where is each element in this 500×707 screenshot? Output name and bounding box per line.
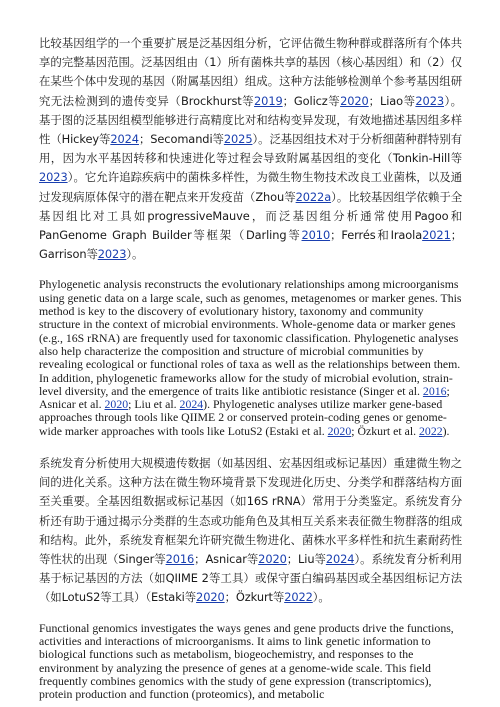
citation-year-link[interactable]: 2023 (39, 170, 68, 185)
text-run: ；Garrison等 (39, 228, 463, 262)
citation-year-link[interactable]: 2024 (325, 552, 355, 567)
citation-year-link[interactable]: 2010 (301, 228, 331, 243)
text-run: ；Asnicar等 (194, 552, 259, 567)
citation-year-link[interactable]: 2020 (340, 93, 369, 108)
paragraph-pangenome-zh (39, 34, 462, 264)
citation-year-link[interactable]: 2016 (165, 552, 195, 567)
text-run: ；Secomandi等 (138, 132, 224, 147)
text-run: 比较基因组学的一个重要扩展是泛基因组分析，它评估微生物种群或群落所有个体共享的完整基因范围。泛基因组由（1）所有菌株共享的基因（核心基因组）和（2）仅在某些个体中发现的基因（附属基因组）组成。这种方法能够检测单个参考基因组研究无法检测到的遗传变异（Brockhurst等 (39, 36, 462, 108)
text-run: ；Ferrés和Iraola (330, 228, 423, 243)
text-run: Functional genomics investigates the ways genes and gene products drive the functions, activities and interactions of microorganisms. It aims to link genetic information to biological functions such as metabolism, biogeochemistry, and responses to the environment by analyzing the presence of genes at a genome-wide scale. This field frequently combines genomics with the study of gene expression (transcriptomics), protein production and function (proteomics), and metabolic (39, 620, 454, 702)
citation-year-link[interactable]: 2020 (327, 423, 352, 438)
paragraph-functional-genomics-en (39, 622, 462, 702)
text-run: ）。比较基因组学依赖于全基因组比对工具如progressiveMauve，而泛基因组分析通常使用Pagoo和PanGenome Graph Builder等框架（Darling等 (39, 189, 462, 243)
citation-year-link[interactable]: 2022 (419, 423, 443, 438)
text-run: ; Özkurt et al. (351, 423, 420, 438)
text-run: ）。 (312, 590, 330, 605)
text-run: ）。 (126, 247, 144, 262)
text-run: ）。泛基因组技术对于分析细菌种群特别有用，因为水平基因转移和快速进化等过程会导致附属基因组的变化（Tonkin-Hill等 (39, 132, 462, 166)
citation-year-link[interactable]: 2021 (422, 228, 451, 243)
citation-year-link[interactable]: 2024 (179, 397, 204, 412)
citation-year-link[interactable]: 2022a (295, 189, 332, 204)
paragraph-phylogenetic-en (39, 278, 462, 438)
citation-year-link[interactable]: 2025 (223, 132, 253, 147)
text-run: ）。基于图的泛基因组模型能够进行高精度比对和结构变异发现，有效地描述基因组多样性（Hickey等 (39, 93, 462, 147)
citation-year-link[interactable]: 2020 (196, 590, 225, 605)
paragraph-phylogenetic-zh (39, 454, 462, 608)
text-run: ；Golicz等 (282, 93, 341, 108)
text-run: ）。系统发育分析利用基于标记基因的方法（如QIIME 2等工具）或保守蛋白编码基因或全基因组标记方法（如LotuS2等工具）（Estaki等 (39, 552, 463, 605)
text-run: ). Phylogenetic analyses utilize marker gene-based approaches through tools like QIIME 2 or conserved protein-coding genes or genome-wide marker approaches with tools like LotuS2 (Estaki et al. (39, 397, 447, 438)
citation-year-link[interactable]: 2020 (104, 397, 129, 412)
text-run: 系统发育分析使用大规模遗传数据（如基因组、宏基因组或标记基因）重建微生物之间的进化关系。这种方法在微生物环境背景下发现进化历史、分类学和群落结构方面至关重要。全基因组数据或标记基因（如16S rRNA）常用于分类鉴定。系统发育分析还有助于通过揭示分类群的生态或功能角色及其相互关系来表征微生物群落的组成和结构。此外，系统发育框架允许研究微生物进化、菌株水平多样性和抗生素耐药性等性状的出现（Singer等 (39, 456, 462, 567)
citation-year-link[interactable]: 2020 (258, 552, 287, 567)
citation-year-link[interactable]: 2023 (415, 93, 444, 108)
citation-year-link[interactable]: 2019 (254, 93, 283, 108)
text-run: ). (442, 423, 450, 438)
text-run: Phylogenetic analysis reconstructs the evolutionary relationships among microorganisms using genetic data on a large scale, such as genomes, metagenomes or marker genes. This method is key to the discovery of evolutionary history, taxonomy and community structure in the context of microbial environments. Whole-genome data or marker genes (e.g., 16S rRNA) are frequently used for taxonomic classification. Phylogenetic analyses also help characterize the composition and structure of microbial communities by revealing ecological or functional roles of taxa as well as the relationships between them. In addition, phylogenetic frameworks allow for the study of microbial evolution, strain-level diversity, and the emergence of traits like antibiotic resistance (Singer et al. (39, 277, 462, 398)
text-run: ）。它允许追踪疾病中的菌株多样性，为微生物生物技术改良工业菌株，以及通过发现病原体保守的潜在靶点来开发疫苗（Zhou等 (39, 170, 462, 204)
citation-year-link[interactable]: 2024 (110, 132, 139, 147)
citation-year-link[interactable]: 2023 (97, 247, 127, 262)
text-run: ；Liu等 (286, 552, 326, 567)
text-run: ；Özkurt等 (224, 590, 285, 605)
citation-year-link[interactable]: 2016 (422, 383, 447, 398)
citation-year-link[interactable]: 2022 (284, 590, 313, 605)
text-run: ; Liu et al. (128, 397, 180, 412)
text-run: ；Liao等 (368, 93, 416, 108)
text-run: ; Asnicar et al. (39, 383, 450, 412)
